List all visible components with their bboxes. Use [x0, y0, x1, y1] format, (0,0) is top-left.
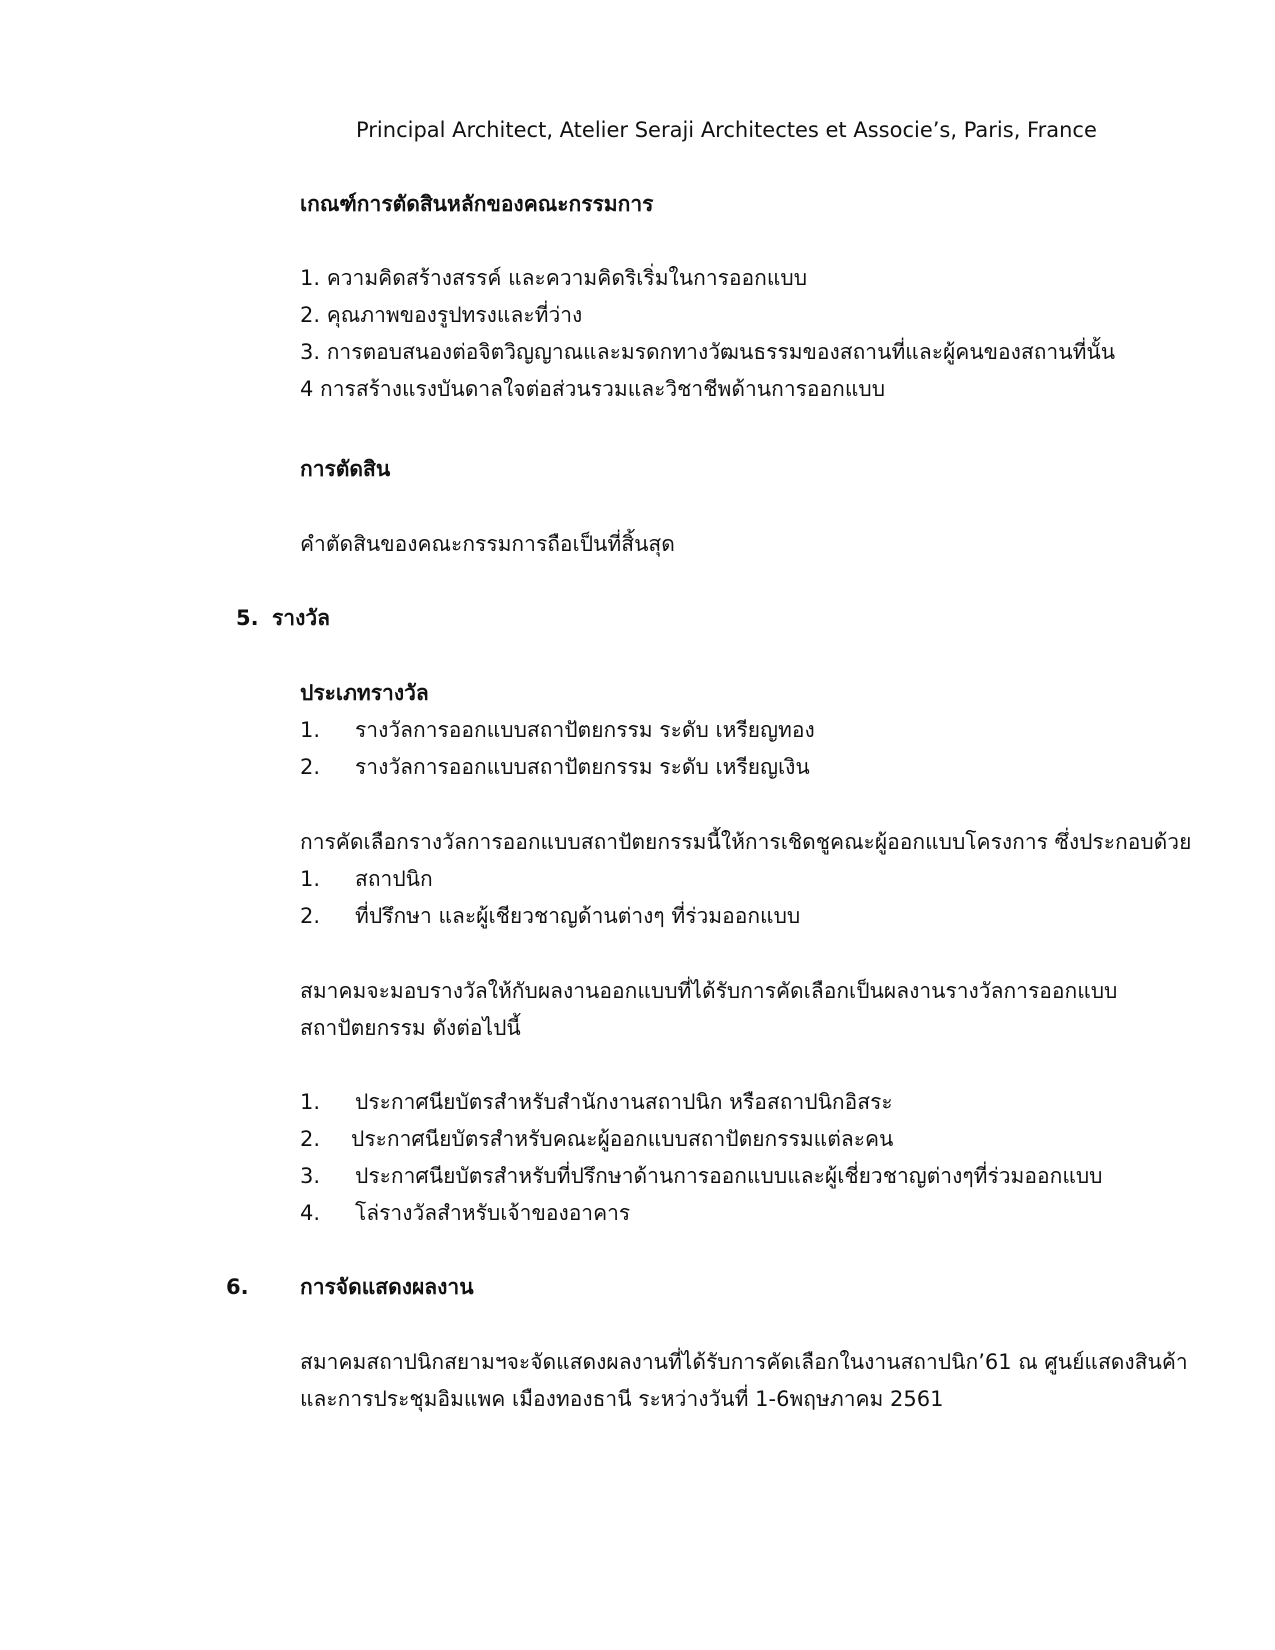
juror-title: Principal Architect, Atelier Seraji Architectes et Associe’s, Paris, France	[356, 118, 1097, 142]
certificate-item: ประกาศนียบัตรสำหรับที่ปรึกษาด้านการออกแบบและผู้เชี่ยวชาญต่างๆที่ร่วมออกแบบ	[355, 1164, 1103, 1188]
team-item-number: 1.	[300, 867, 321, 891]
certificate-item-number: 4.	[300, 1201, 321, 1225]
judgement-text: คำตัดสินของคณะกรรมการถือเป็นที่สิ้นสุด	[300, 532, 675, 556]
section-5-number: 5.	[236, 606, 259, 630]
certificate-item-number: 3.	[300, 1164, 321, 1188]
award-type-item: รางวัลการออกแบบสถาปัตยกรรม ระดับ เหรียญทอง	[355, 718, 815, 742]
certificate-intro-line: สถาปัตยกรรม ดังต่อไปนี้	[300, 1016, 521, 1040]
certificate-item-number: 1.	[300, 1090, 321, 1114]
criteria-heading: เกณฑ์การตัดสินหลักของคณะกรรมการ	[300, 192, 654, 216]
certificate-item: ประกาศนียบัตรสำหรับคณะผู้ออกแบบสถาปัตยกรรมแต่ละคน	[351, 1127, 894, 1151]
award-type-number: 1.	[300, 718, 321, 742]
section-5-title: รางวัล	[272, 606, 330, 630]
judgement-heading: การตัดสิน	[300, 457, 391, 481]
award-types-heading: ประเภทรางวัล	[300, 681, 429, 705]
team-item-number: 2.	[300, 904, 321, 928]
team-intro: การคัดเลือกรางวัลการออกแบบสถาปัตยกรรมนี้ให้การเชิดชูคณะผู้ออกแบบโครงการ ซึ่งประกอบด้วย	[300, 830, 1192, 854]
team-item: ที่ปรึกษา และผู้เชียวชาญด้านต่างๆ ที่ร่วมออกแบบ	[355, 904, 801, 928]
award-type-number: 2.	[300, 755, 321, 779]
criteria-item: 1. ความคิดสร้างสรรค์ และความคิดริเริ่มในการออกแบบ	[300, 266, 808, 290]
exhibition-text-line: และการประชุมอิมแพค เมืองทองธานี ระหว่างวันที่ 1-6พฤษภาคม 2561	[300, 1387, 944, 1411]
section-6-number: 6.	[226, 1275, 249, 1299]
criteria-item: 2. คุณภาพของรูปทรงและที่ว่าง	[300, 303, 583, 327]
certificate-item: ประกาศนียบัตรสำหรับสำนักงานสถาปนิก หรือสถาปนิกอิสระ	[355, 1090, 893, 1114]
certificate-item-number: 2.	[300, 1127, 321, 1151]
exhibition-text-line: สมาคมสถาปนิกสยามฯจะจัดแสดงผลงานที่ได้รับการคัดเลือกในงานสถาปนิก’61 ณ ศูนย์แสดงสินค้า	[300, 1350, 1188, 1374]
section-6-title: การจัดแสดงผลงาน	[300, 1275, 474, 1299]
criteria-item: 4 การสร้างแรงบันดาลใจต่อส่วนรวมและวิชาชีพด้านการออกแบบ	[300, 377, 886, 401]
certificate-intro-line: สมาคมจะมอบรางวัลให้กับผลงานออกแบบที่ได้รับการคัดเลือกเป็นผลงานรางวัลการออกแบบ	[300, 979, 1118, 1003]
team-item: สถาปนิก	[355, 867, 433, 891]
certificate-item: โล่รางวัลสำหรับเจ้าของอาคาร	[355, 1201, 631, 1225]
criteria-item: 3. การตอบสนองต่อจิตวิญญาณและมรดกทางวัฒนธรรมของสถานที่และผู้คนของสถานที่นั้น	[300, 340, 1116, 364]
award-type-item: รางวัลการออกแบบสถาปัตยกรรม ระดับ เหรียญเงิน	[355, 755, 810, 779]
